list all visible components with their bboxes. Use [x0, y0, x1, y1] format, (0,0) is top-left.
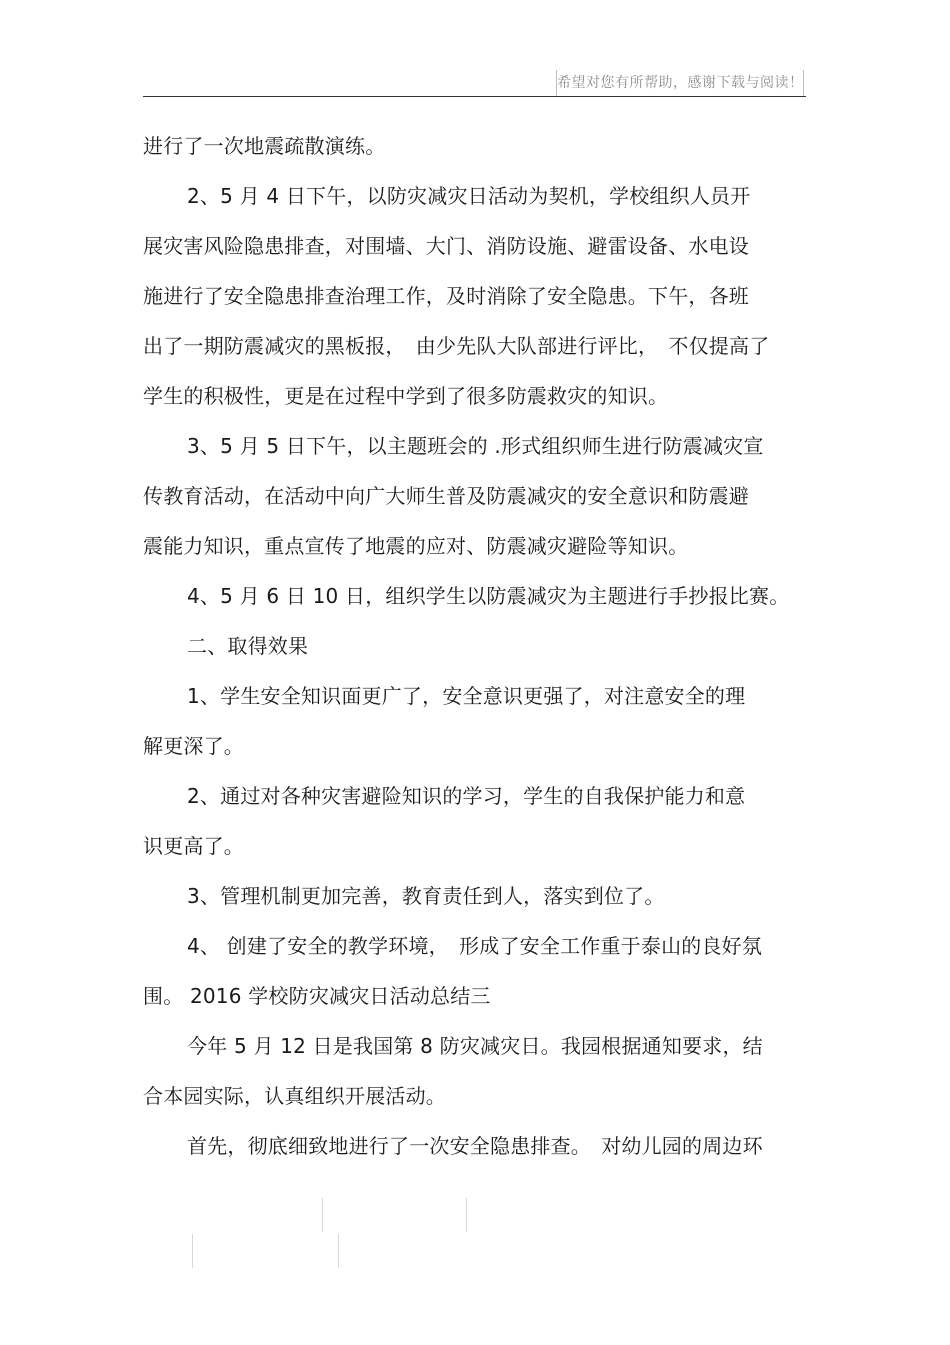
text-line: 1、学生安全知识面更广了，安全意识更强了，对注意安全的理	[187, 684, 746, 708]
faint-divider-line	[322, 1198, 323, 1232]
faint-divider-line	[466, 1198, 467, 1232]
text-line: 2、5 月 4 日下午，以防灾减灾日活动为契机，学校组织人员开	[187, 184, 751, 208]
text-line: 解更深了。	[143, 734, 244, 758]
text-line: 展灾害风险隐患排查，对围墙、大门、消防设施、避雷设备、水电设	[143, 234, 749, 258]
header-divider	[143, 96, 806, 97]
text-line: 施进行了安全隐患排查治理工作，及时消除了安全隐患。下午，各班	[143, 284, 749, 308]
header-note: 希望对您有所帮助，感谢下载与阅读！	[556, 70, 804, 96]
text-line: 4、 创建了安全的教学环境， 形成了安全工作重于泰山的良好氛	[187, 934, 763, 958]
text-line: 学生的积极性，更是在过程中学到了很多防震救灾的知识。	[143, 384, 669, 408]
faint-divider-line	[338, 1234, 339, 1268]
text-line: 二、取得效果	[187, 634, 309, 658]
text-line: 围。 2016 学校防灾减灾日活动总结三	[143, 984, 491, 1008]
text-line: 进行了一次地震疏散演练。	[143, 134, 386, 158]
text-line: 传教育活动，在活动中向广大师生普及防震减灾的安全意识和防震避	[143, 484, 749, 508]
text-line: 识更高了。	[143, 834, 244, 858]
text-line: 今年 5 月 12 日是我国第 8 防灾减灾日。我园根据通知要求，结	[187, 1034, 763, 1058]
text-line: 4、5 月 6 日 10 日，组织学生以防震减灾为主题进行手抄报比赛。	[187, 584, 790, 608]
text-line: 合本园实际，认真组织开展活动。	[143, 1084, 446, 1108]
text-line: 出了一期防震减灾的黑板报， 由少先队大队部进行评比， 不仅提高了	[143, 334, 770, 358]
faint-divider-line	[192, 1234, 193, 1268]
text-line: 3、管理机制更加完善，教育责任到人，落实到位了。	[187, 884, 665, 908]
text-line: 3、5 月 5 日下午，以主题班会的 .形式组织师生进行防震减灾宣	[187, 434, 764, 458]
text-line: 2、通过对各种灾害避险知识的学习，学生的自我保护能力和意	[187, 784, 746, 808]
document-body	[143, 121, 808, 1171]
text-line: 首先，彻底细致地进行了一次安全隐患排查。 对幼儿园的周边环	[187, 1134, 763, 1158]
text-line: 震能力知识，重点宣传了地震的应对、防震减灾避险等知识。	[143, 534, 689, 558]
